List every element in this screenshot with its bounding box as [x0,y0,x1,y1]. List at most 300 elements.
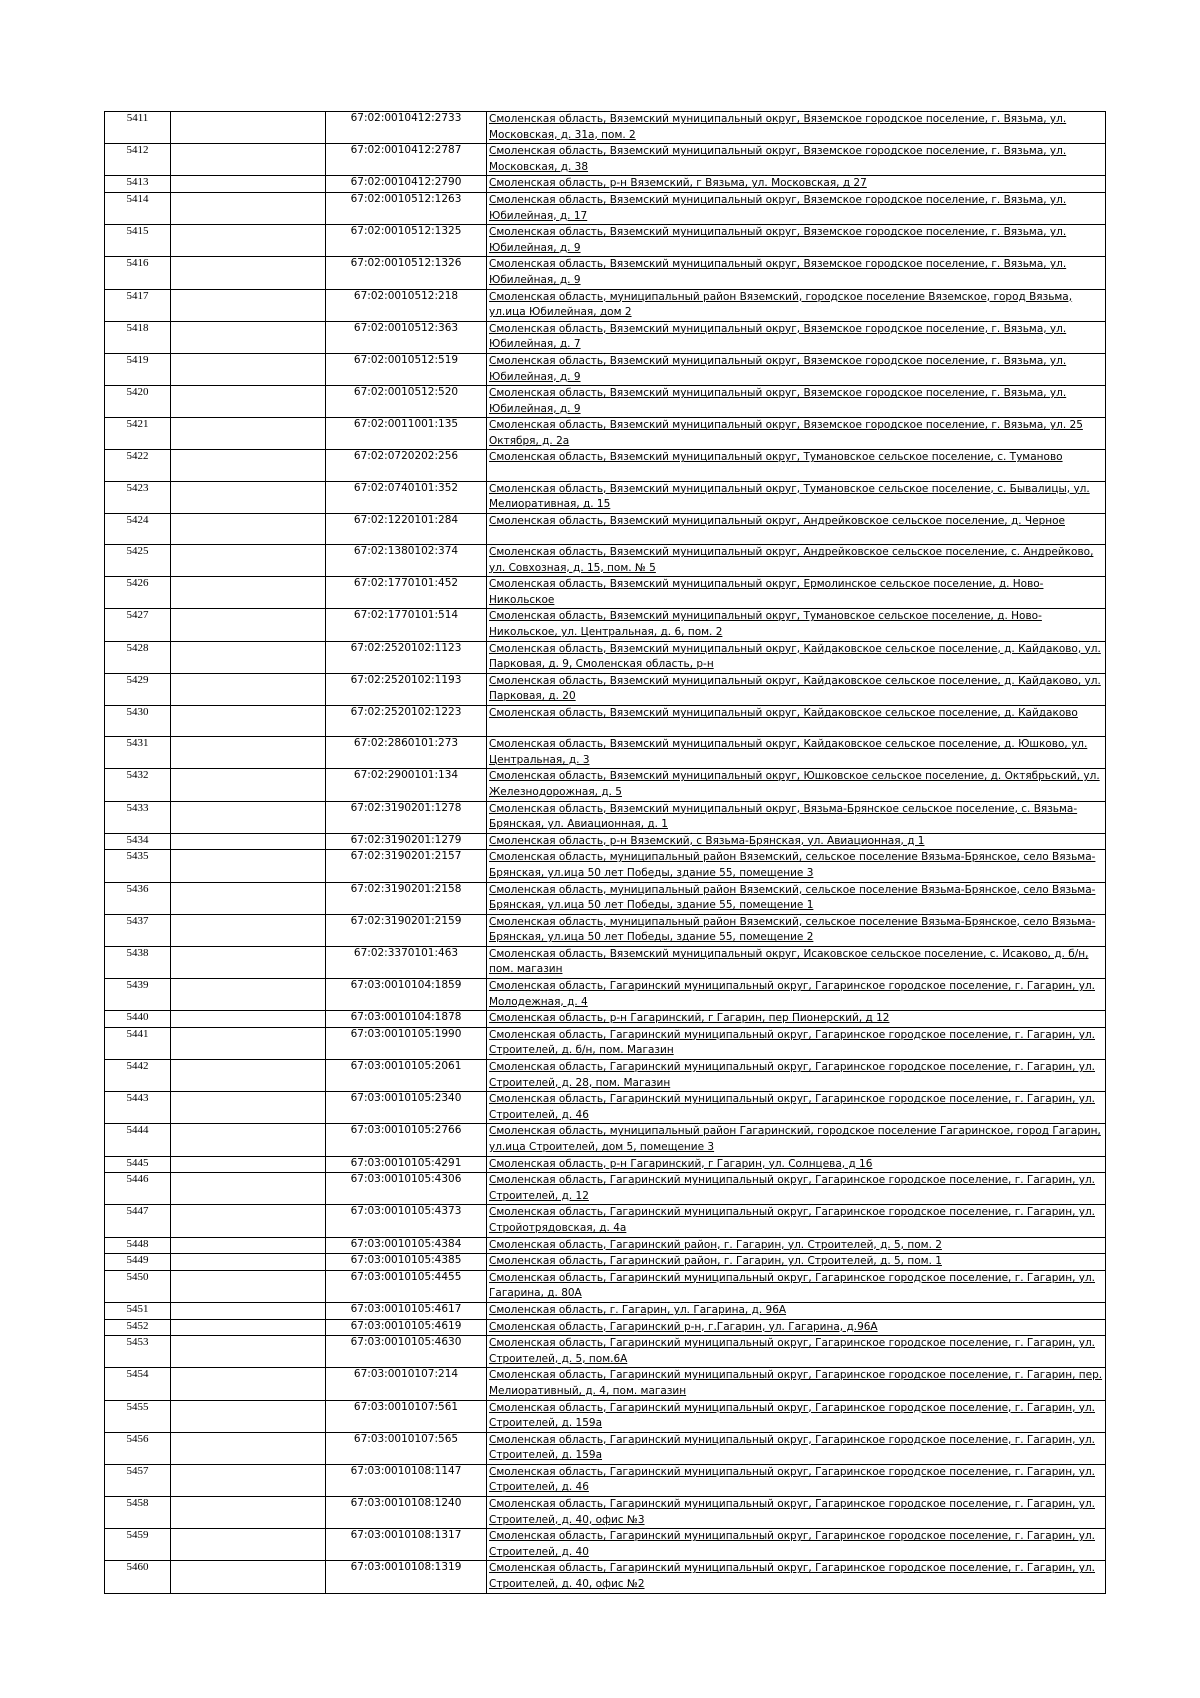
row-number: 5428 [105,641,171,673]
address-text: Смоленская область, Гагаринский муниципальный округ, Гагаринское городское поселение, г. Гагарин, ул. Строителей, д. 159а [489,1401,1096,1430]
row-number: 5451 [105,1302,171,1319]
address-text: Смоленская область, муниципальный район Вяземский, сельское поселение Вязьма-Брянское, село Вязьма-Брянская, ул.ица 50 лет Победы, здание 55, помещение 3 [489,851,1096,879]
table-row [105,1124,1106,1156]
row-number: 5429 [105,673,171,705]
empty-cell [171,321,326,353]
address-text: Смоленская область, Вяземский муниципальный округ, Вяземское городское поселение, г. Вязьма, ул. Юбилейная, д. 7 [489,322,1067,351]
address-cell [487,833,1106,850]
address-text: Смоленская область, Гагаринский муниципальный округ, Гагаринское городское поселение, г. Гагарин, пер. Мелиоративный, д. 4, пом. магазин [489,1369,1103,1397]
address-text: Смоленская область, Вяземский муниципальный округ, Юшковское сельское поселение, д. Октябрьский, ул. Железнодорожная, д. 5 [489,770,1100,798]
address-text: Смоленская область, Гагаринский муниципальный округ, Гагаринское городское поселение, г. Гагарин, ул. Строителей, д. 159а [489,1433,1096,1462]
address-cell [487,850,1106,882]
cadastral-number: 67:02:2520102:1193 [326,673,487,705]
cadastral-number: 67:02:1380102:374 [326,545,487,577]
empty-cell [171,1561,326,1593]
table-row [105,1464,1106,1496]
row-number: 5414 [105,192,171,224]
address-text: Смоленская область, р-н Вяземский, г Вязьма, ул. Московская, д 27 [489,177,867,190]
address-cell [487,1027,1106,1059]
empty-cell [171,1319,326,1336]
address-cell [487,1011,1106,1028]
cadastral-number: 67:02:2520102:1123 [326,641,487,673]
table-row [105,641,1106,673]
empty-cell [171,1173,326,1205]
address-text: Смоленская область, Гагаринский муниципальный округ, Гагаринское городское поселение, г. Гагарин, ул. Молодежная, д. 4 [489,980,1096,1008]
empty-cell [171,914,326,946]
address-text: Смоленская область, Гагаринский муниципальный округ, Гагаринское городское поселение, г. Гагарин, ул. Строителей, д. 12 [489,1174,1096,1202]
address-text: Смоленская область, Гагаринский муниципальный округ, Гагаринское городское поселение, г. Гагарин, ул. Строителей, д. 28, пом. Магазин [489,1061,1096,1089]
address-cell [487,353,1106,385]
address-text: Смоленская область, Гагаринский р-н, г.Гагарин, ул. Гагарина, д.96А [489,1320,878,1333]
address-text: Смоленская область, Вяземский муниципальный округ, Тумановское сельское поселение, с. Туманово [489,451,1063,464]
address-text: Смоленская область, Вяземский муниципальный округ, Вяземское городское поселение, г. Вязьма, ул. Юбилейная, д. 9 [489,226,1067,254]
row-number: 5449 [105,1254,171,1271]
row-number: 5411 [105,112,171,144]
table-row [105,289,1106,321]
cadastral-number: 67:02:0720202:256 [326,450,487,481]
empty-cell [171,1060,326,1092]
address-text: Смоленская область, Гагаринский муниципальный округ, Гагаринское городское поселение, г. Гагарин, ул. Строителей, д. 46 [489,1093,1096,1121]
cadastral-number: 67:02:2520102:1223 [326,705,487,736]
cadastral-number: 67:02:0010412:2790 [326,176,487,193]
empty-cell [171,1302,326,1319]
address-text: Смоленская область, Гагаринский муниципальный округ, Гагаринское городское поселение, г. Гагарин, ул. Стройотрядовская, д. 4а [489,1206,1096,1234]
table-row [105,481,1106,513]
cadastral-number: 67:03:0010107:561 [326,1400,487,1432]
address-text: Смоленская область, Вяземский муниципальный округ, Вяземское городское поселение, г. Вязьма, ул. Юбилейная, д. 9 [489,258,1067,286]
empty-cell [171,1254,326,1271]
address-cell [487,545,1106,577]
empty-cell [171,1336,326,1368]
cadastral-number: 67:03:0010105:4617 [326,1302,487,1319]
table-row [105,1092,1106,1124]
table-row [105,882,1106,914]
table-row [105,737,1106,769]
empty-cell [171,225,326,257]
table-row [105,176,1106,193]
address-text: Смоленская область, Вяземский муниципальный округ, Кайдаковское сельское поселение, д. Кайдаково [489,706,1078,719]
address-text: Смоленская область, муниципальный район Гагаринский, городское поселение Гагаринское, город Гагарин, ул.ица Строителей, дом 5, помещение 3 [489,1125,1101,1153]
table-row [105,1060,1106,1092]
cadastral-number: 67:03:0010105:4385 [326,1254,487,1271]
table-row [105,321,1106,353]
row-number: 5450 [105,1270,171,1302]
address-cell [487,801,1106,833]
row-number: 5457 [105,1464,171,1496]
row-number: 5423 [105,481,171,513]
row-number: 5455 [105,1400,171,1432]
row-number: 5458 [105,1497,171,1529]
cadastral-number: 67:02:3190201:2158 [326,882,487,914]
table-row [105,1173,1106,1205]
address-cell [487,192,1106,224]
address-text: Смоленская область, Гагаринский муниципальный округ, Гагаринское городское поселение, г. Гагарин, ул. Строителей, д. 40, офис №3 [489,1498,1096,1526]
address-cell [487,1124,1106,1156]
address-text: Смоленская область, Вяземский муниципальный округ, Кайдаковское сельское поселение, д. Кайдаково, ул. Парковая, д. 9, Смоленская область, р-н [489,642,1101,671]
address-cell [487,176,1106,193]
cadastral-number: 67:03:0010105:2061 [326,1060,487,1092]
empty-cell [171,418,326,450]
table-row [105,769,1106,801]
row-number: 5432 [105,769,171,801]
row-number: 5446 [105,1173,171,1205]
address-text: Смоленская область, Вяземский муниципальный округ, Вяземское городское поселение, г. Вязьма, ул. 25 Октября, д. 2а [489,419,1083,447]
address-text: Смоленская область, Вяземский муниципальный округ, Андрейковское сельское поселение, с. Андрейково, ул. Совхозная, д. 15, пом. № 5 [489,546,1094,574]
empty-cell [171,1124,326,1156]
row-number: 5425 [105,545,171,577]
address-text: Смоленская область, Вяземский муниципальный округ, Исаковское сельское поселение, с. Исаково, д. б/н, пом. магазин [489,947,1089,976]
cadastral-number: 67:02:0010512:1263 [326,192,487,224]
row-number: 5422 [105,450,171,481]
address-cell [487,1092,1106,1124]
cadastral-number: 67:03:0010108:1317 [326,1529,487,1561]
table-row [105,946,1106,978]
address-cell [487,705,1106,736]
address-text: Смоленская область, Вяземский муниципальный округ, Вяземское городское поселение, г. Вязьма, ул. Юбилейная, д. 9 [489,387,1067,415]
address-text: Смоленская область, муниципальный район Вяземский, сельское поселение Вязьма-Брянское, село Вязьма-Брянская, ул.ица 50 лет Победы, здание 55, помещение 2 [489,915,1096,944]
address-cell [487,1237,1106,1254]
address-cell [487,1529,1106,1561]
address-cell [487,769,1106,801]
cadastral-number: 67:02:3190201:2157 [326,850,487,882]
empty-cell [171,641,326,673]
empty-cell [171,192,326,224]
address-cell [487,577,1106,609]
row-number: 5433 [105,801,171,833]
empty-cell [171,1400,326,1432]
row-number: 5444 [105,1124,171,1156]
table-row [105,1561,1106,1593]
empty-cell [171,1464,326,1496]
row-number: 5440 [105,1011,171,1028]
cadastral-number: 67:02:0010512:1325 [326,225,487,257]
row-number: 5426 [105,577,171,609]
cadastral-number: 67:03:0010107:565 [326,1432,487,1464]
table-row [105,1400,1106,1432]
table-row [105,192,1106,224]
cadastral-number: 67:02:1220101:284 [326,513,487,544]
empty-cell [171,481,326,513]
address-text: Смоленская область, Вяземский муниципальный округ, Кайдаковское сельское поселение, д. Кайдаково, ул. Парковая, д. 20 [489,674,1101,703]
empty-cell [171,289,326,321]
address-cell [487,481,1106,513]
row-number: 5434 [105,833,171,850]
cadastral-number: 67:02:3370101:463 [326,946,487,978]
empty-cell [171,1529,326,1561]
row-number: 5416 [105,257,171,289]
empty-cell [171,609,326,641]
address-cell [487,1336,1106,1368]
empty-cell [171,386,326,418]
address-text: Смоленская область, Гагаринский муниципальный округ, Гагаринское городское поселение, г. Гагарин, ул. Гагарина, д. 80А [489,1271,1096,1300]
cadastral-number: 67:02:0010512:1326 [326,257,487,289]
table-row [105,1011,1106,1028]
row-number: 5430 [105,705,171,736]
address-text: Смоленская область, Гагаринский муниципальный округ, Гагаринское городское поселение, г. Гагарин, ул. Строителей, д. б/н, пом. Магазин [489,1028,1096,1057]
address-text: Смоленская область, Гагаринский район, г. Гагарин, ул. Строителей, д. 5, пом. 2 [489,1238,942,1251]
address-cell [487,1173,1106,1205]
table-row [105,979,1106,1011]
table-row [105,1497,1106,1529]
cadastral-number: 67:03:0010104:1878 [326,1011,487,1028]
empty-cell [171,1237,326,1254]
cadastral-number: 67:02:3190201:1279 [326,833,487,850]
address-text: Смоленская область, Гагаринский муниципальный округ, Гагаринское городское поселение, г. Гагарин, ул. Строителей, д. 46 [489,1465,1096,1494]
address-cell [487,386,1106,418]
table-row [105,673,1106,705]
address-cell [487,673,1106,705]
address-cell [487,1060,1106,1092]
empty-cell [171,979,326,1011]
cadastral-number: 67:02:0010512:519 [326,353,487,385]
row-number: 5441 [105,1027,171,1059]
table-row [105,1254,1106,1271]
cadastral-number: 67:03:0010105:2340 [326,1092,487,1124]
empty-cell [171,1027,326,1059]
empty-cell [171,850,326,882]
address-cell [487,737,1106,769]
row-number: 5447 [105,1205,171,1237]
address-cell [487,946,1106,978]
address-cell [487,289,1106,321]
table-row [105,1270,1106,1302]
empty-cell [171,1205,326,1237]
table-row [105,225,1106,257]
table-row [105,609,1106,641]
table-row [105,1319,1106,1336]
row-number: 5452 [105,1319,171,1336]
cadastral-number: 67:02:1770101:514 [326,609,487,641]
row-number: 5453 [105,1336,171,1368]
row-number: 5420 [105,386,171,418]
cadastral-number: 67:03:0010105:4619 [326,1319,487,1336]
address-cell [487,1270,1106,1302]
cadastral-number: 67:02:2900101:134 [326,769,487,801]
table-row [105,1336,1106,1368]
table-row [105,850,1106,882]
table-row [105,112,1106,144]
empty-cell [171,1270,326,1302]
cadastral-number: 67:03:0010108:1319 [326,1561,487,1593]
empty-cell [171,450,326,481]
table-row [105,833,1106,850]
empty-cell [171,1497,326,1529]
address-text: Смоленская область, Вяземский муниципальный округ, Вяземское городское поселение, г. Вязьма, ул. Юбилейная, д. 17 [489,193,1067,222]
address-text: Смоленская область, Вяземский муниципальный округ, Кайдаковское сельское поселение, д. Юшково, ул. Центральная, д. 3 [489,738,1088,766]
address-cell [487,882,1106,914]
table-row [105,577,1106,609]
row-number: 5459 [105,1529,171,1561]
row-number: 5442 [105,1060,171,1092]
row-number: 5421 [105,418,171,450]
empty-cell [171,673,326,705]
empty-cell [171,1011,326,1028]
address-text: Смоленская область, Вяземский муниципальный округ, Тумановское сельское поселение, д. Ново-Никольское, ул. Центральная, д. 6, пом. 2 [489,610,1042,638]
address-cell [487,1561,1106,1593]
cadastral-number: 67:03:0010105:1990 [326,1027,487,1059]
address-cell [487,1368,1106,1400]
cadastral-number: 67:03:0010105:4630 [326,1336,487,1368]
row-number: 5445 [105,1156,171,1173]
address-text: Смоленская область, р-н Гагаринский, г Гагарин, пер Пионерский, д 12 [489,1012,890,1025]
address-text: Смоленская область, муниципальный район Вяземский, городское поселение Вяземское, город Вязьма, ул.ица Юбилейная, дом 2 [489,290,1073,319]
cadastral-number: 67:02:1770101:452 [326,577,487,609]
address-cell [487,641,1106,673]
row-number: 5436 [105,882,171,914]
cadastral-number: 67:03:0010108:1147 [326,1464,487,1496]
empty-cell [171,1156,326,1173]
address-text: Смоленская область, Вяземский муниципальный округ, Тумановское сельское поселение, с. Бывалицы, ул. Мелиоративная, д. 15 [489,482,1090,511]
address-text: Смоленская область, Вяземский муниципальный округ, Вяземское городское поселение, г. Вязьма, ул. Юбилейная, д. 9 [489,354,1067,383]
table-row [105,257,1106,289]
address-cell [487,1400,1106,1432]
table-row [105,705,1106,736]
address-cell [487,1302,1106,1319]
cadastral-number: 67:03:0010104:1859 [326,979,487,1011]
table-row [105,513,1106,544]
address-cell [487,1464,1106,1496]
address-cell [487,418,1106,450]
address-cell [487,144,1106,176]
row-number: 5413 [105,176,171,193]
table-row [105,1368,1106,1400]
address-text: Смоленская область, г. Гагарин, ул. Гагарина, д. 96А [489,1303,787,1316]
property-table [104,111,1106,1594]
table-row [105,1529,1106,1561]
address-text: Смоленская область, Вяземский муниципальный округ, Вяземское городское поселение, г. Вязьма, ул. Московская, д. 31а, пом. 2 [489,113,1067,141]
cadastral-number: 67:02:0010412:2733 [326,112,487,144]
address-cell [487,513,1106,544]
cadastral-number: 67:02:0010512:363 [326,321,487,353]
table-row [105,1302,1106,1319]
empty-cell [171,801,326,833]
row-number: 5412 [105,144,171,176]
cadastral-number: 67:02:2860101:273 [326,737,487,769]
address-text: Смоленская область, Вяземский муниципальный округ, Ермолинское сельское поселение, д. Ново-Никольское [489,578,1044,606]
address-cell [487,225,1106,257]
address-cell [487,979,1106,1011]
address-text: Смоленская область, Вяземский муниципальный округ, Вяземское городское поселение, г. Вязьма, ул. Московская, д. 38 [489,145,1067,173]
row-number: 5454 [105,1368,171,1400]
cadastral-number: 67:03:0010108:1240 [326,1497,487,1529]
row-number: 5439 [105,979,171,1011]
empty-cell [171,545,326,577]
cadastral-number: 67:02:3190201:1278 [326,801,487,833]
address-text: Смоленская область, р-н Вяземский, с Вязьма-Брянская, ул. Авиационная, д 1 [489,834,925,847]
table-row [105,801,1106,833]
empty-cell [171,257,326,289]
empty-cell [171,353,326,385]
cadastral-number: 67:02:3190201:2159 [326,914,487,946]
row-number: 5435 [105,850,171,882]
cadastral-number: 67:03:0010105:4384 [326,1237,487,1254]
address-cell [487,257,1106,289]
row-number: 5456 [105,1432,171,1464]
table-row [105,418,1106,450]
table-row [105,144,1106,176]
address-cell [487,1497,1106,1529]
address-text: Смоленская область, Вяземский муниципальный округ, Андрейковское сельское поселение, д. Черное [489,514,1065,527]
empty-cell [171,769,326,801]
table-row [105,353,1106,385]
empty-cell [171,705,326,736]
row-number: 5448 [105,1237,171,1254]
cadastral-number: 67:02:0740101:352 [326,481,487,513]
empty-cell [171,1432,326,1464]
address-cell [487,1254,1106,1271]
address-text: Смоленская область, муниципальный район Вяземский, сельское поселение Вязьма-Брянское, село Вязьма-Брянская, ул.ица 50 лет Победы, здание 55, помещение 1 [489,883,1096,912]
address-text: Смоленская область, Гагаринский район, г. Гагарин, ул. Строителей, д. 5, пом. 1 [489,1255,942,1268]
address-cell [487,450,1106,481]
empty-cell [171,1368,326,1400]
cadastral-number: 67:03:0010105:4306 [326,1173,487,1205]
empty-cell [171,737,326,769]
cadastral-number: 67:03:0010105:2766 [326,1124,487,1156]
address-text: Смоленская область, Гагаринский муниципальный округ, Гагаринское городское поселение, г. Гагарин, ул. Строителей, д. 40 [489,1530,1096,1558]
table-body [105,112,1106,1594]
row-number: 5419 [105,353,171,385]
row-number: 5437 [105,914,171,946]
cadastral-number: 67:02:0010412:2787 [326,144,487,176]
empty-cell [171,144,326,176]
row-number: 5427 [105,609,171,641]
table-row [105,545,1106,577]
table-row [105,1432,1106,1464]
row-number: 5418 [105,321,171,353]
row-number: 5443 [105,1092,171,1124]
table-row [105,450,1106,481]
address-cell [487,609,1106,641]
cadastral-number: 67:03:0010107:214 [326,1368,487,1400]
address-text: Смоленская область, Гагаринский муниципальный округ, Гагаринское городское поселение, г. Гагарин, ул. Строителей, д. 40, офис №2 [489,1562,1096,1591]
empty-cell [171,176,326,193]
row-number: 5415 [105,225,171,257]
row-number: 5424 [105,513,171,544]
address-cell [487,1156,1106,1173]
cadastral-number: 67:03:0010105:4373 [326,1205,487,1237]
address-text: Смоленская область, Вяземский муниципальный округ, Вязьма-Брянское сельское поселение, с. Вязьма-Брянская, ул. Авиационная, д. 1 [489,802,1078,831]
table-row [105,1237,1106,1254]
cadastral-number: 67:03:0010105:4455 [326,1270,487,1302]
address-cell [487,321,1106,353]
empty-cell [171,946,326,978]
table-row [105,386,1106,418]
address-cell [487,1432,1106,1464]
empty-cell [171,513,326,544]
address-cell [487,1205,1106,1237]
empty-cell [171,1092,326,1124]
cadastral-number: 67:02:0011001:135 [326,418,487,450]
address-cell [487,112,1106,144]
row-number: 5417 [105,289,171,321]
table-row [105,1027,1106,1059]
row-number: 5460 [105,1561,171,1593]
cadastral-number: 67:02:0010512:520 [326,386,487,418]
empty-cell [171,833,326,850]
table-row [105,914,1106,946]
empty-cell [171,577,326,609]
row-number: 5438 [105,946,171,978]
cadastral-number: 67:02:0010512:218 [326,289,487,321]
table-row [105,1205,1106,1237]
address-cell [487,914,1106,946]
cadastral-number: 67:03:0010105:4291 [326,1156,487,1173]
row-number: 5431 [105,737,171,769]
address-cell [487,1319,1106,1336]
address-text: Смоленская область, Гагаринский муниципальный округ, Гагаринское городское поселение, г. Гагарин, ул. Строителей, д. 5, пом.6А [489,1337,1096,1365]
table-row [105,1156,1106,1173]
empty-cell [171,882,326,914]
